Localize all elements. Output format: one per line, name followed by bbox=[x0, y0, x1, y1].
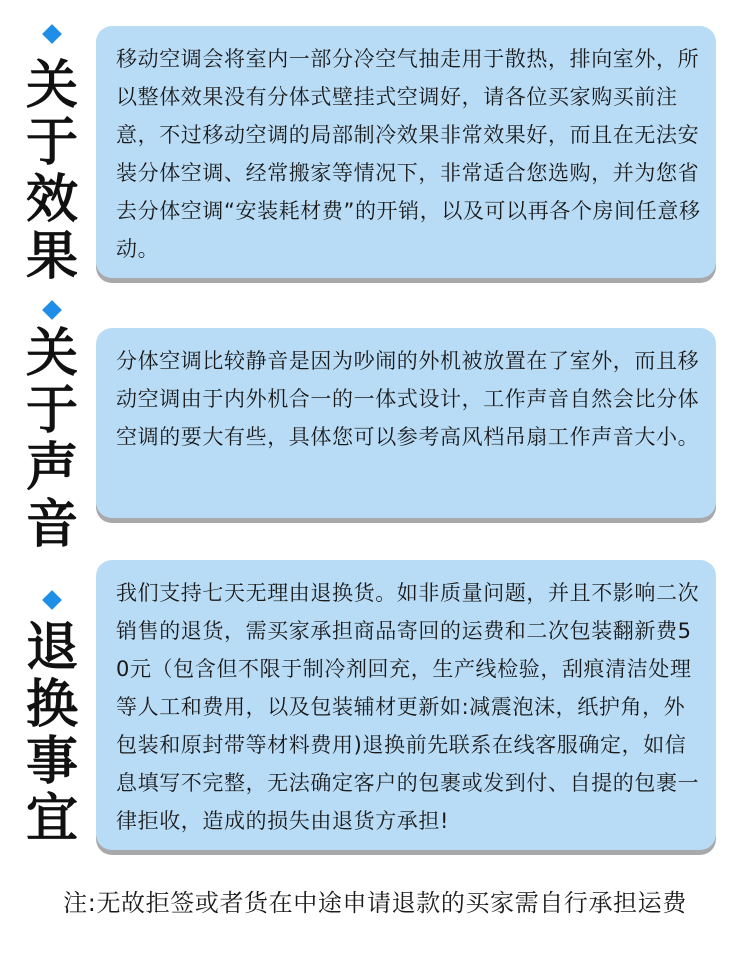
section-effect-text: 移动空调会将室内一部分冷空气抽走用于散热，排向室外，所以整体效果没有分体式壁挂式空调好，请各位买家购买前注意，不过移动空调的局部制冷效果非常效果好，而且在无法安装分体空调、经常搬家等情况下，非常适合您选购，并为您省去分体空调“安装耗材费”的开销，以及可以再各个房间任意移动。 bbox=[116, 47, 701, 261]
title-char: 于 bbox=[25, 113, 78, 173]
title-char: 于 bbox=[25, 381, 78, 441]
title-char: 果 bbox=[25, 227, 78, 287]
section-noise-text: 分体空调比较静音是因为吵闹的外机被放置在了室外，而且移动空调由于内外机合一的一体式设计，工作声音自然会比分体空调的要大有些，具体您可以参考高风档吊扇工作声音大小。 bbox=[116, 349, 700, 449]
title-char: 宜 bbox=[25, 789, 78, 849]
section-returns-title bbox=[22, 620, 82, 848]
title-char: 退 bbox=[25, 618, 78, 678]
footer-note: 注:无故拒签或者货在中途申请退款的买家需自行承担运费 bbox=[63, 889, 687, 917]
section-effect-card bbox=[96, 26, 716, 278]
title-char: 关 bbox=[25, 324, 78, 384]
title-char: 音 bbox=[25, 495, 78, 555]
diamond-bullet-icon bbox=[42, 590, 62, 610]
section-returns-heading bbox=[22, 0, 82, 849]
title-char: 效 bbox=[25, 170, 78, 230]
title-char: 换 bbox=[25, 675, 78, 735]
section-returns-text: 我们支持七天无理由退换货。如非质量问题，并且不影响二次销售的退货，需买家承担商品寄回的运费和二次包装翻新费50元（包含但不限于制冷剂回充，生产线检验，刮痕清洁处理等人工和费用，以及包装辅材更新如:减震泡沫，纸护角，外包装和原封带等材料费用)退换前先联系在线客服确定，如信息填写不完整，无法确定客户的包裹或发到付、自提的包裹一律拒收，造成的损失由退货方承担! bbox=[116, 581, 700, 833]
title-char: 关 bbox=[25, 56, 78, 116]
section-noise-card bbox=[96, 328, 716, 518]
title-char: 事 bbox=[25, 732, 78, 792]
title-char: 声 bbox=[25, 438, 78, 498]
section-returns-card bbox=[96, 560, 716, 850]
